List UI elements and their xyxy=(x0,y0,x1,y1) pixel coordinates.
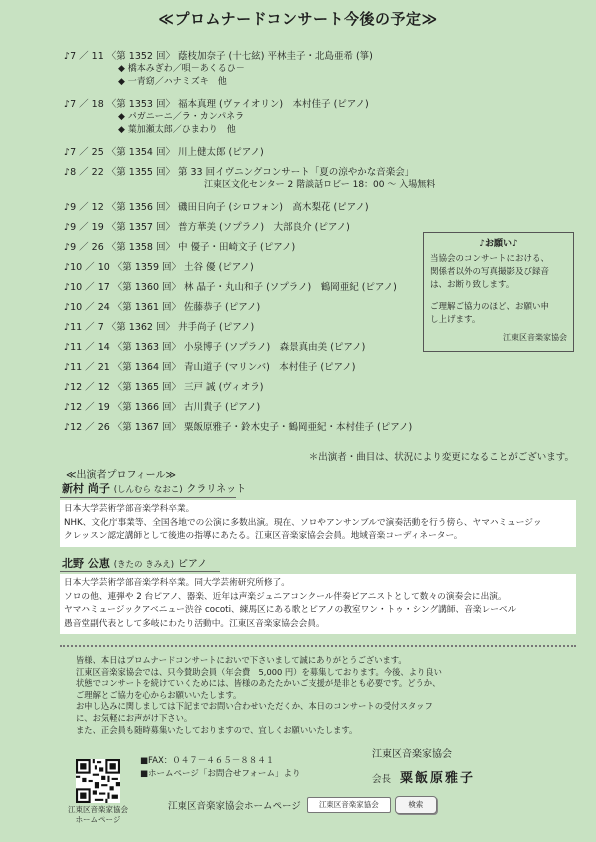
homepage-search xyxy=(168,796,437,814)
change-footnote: ＊出演者・曲目は、状況により変更になることがございます。 xyxy=(308,452,574,463)
schedule-entry: ♪12 ／ 26 〈第 1367 回〉 粟飯原雅子・鈴木史子・鶴岡亜紀・本村佳子 (ピアノ) xyxy=(64,422,413,433)
performer-bio-1 xyxy=(60,500,576,547)
schedule-entry: ♪7 ／ 18 〈第 1353 回〉 福本真理 (ヴァイオリン) 本村佳子 (ピアノ) xyxy=(64,99,369,110)
bio-line: 愚音堂副代表として多岐にわたり活動中。江東区音楽家協会会員。 xyxy=(64,618,325,629)
performer-instrument: ピアノ xyxy=(177,559,208,570)
bio-line: ヤマハミュージックアベニュー渋谷 cocoti、練馬区にある歌とピアノの教室ワン・トゥ・シング講師、音楽レーベル xyxy=(64,605,517,615)
performer-name: 北野 公恵 xyxy=(62,557,110,570)
schedule-row xyxy=(64,361,584,374)
bio-line: ソロの他、連弾や 2 台ピアノ、器楽、近年は声楽ジュニアコンクール伴奏ピアニストとして数々の演奏会に出演。 xyxy=(64,591,507,602)
president-signature xyxy=(372,767,475,786)
schedule-entry: ♪7 ／ 11 〈第 1352 回〉 蔭枝加奈子 (十七絃) 平林圭子・北島亜希 (箏) xyxy=(64,51,373,62)
contact-info xyxy=(140,755,300,781)
schedule-detail: ◆ 葉加瀬太郎／ひまわり 他 xyxy=(118,125,236,135)
page-title: ≪プロムナードコンサート今後の予定≫ xyxy=(158,10,438,28)
fax-number: ■FAX：０４７－４６５－８８４１ xyxy=(140,756,275,766)
search-input[interactable]: 江東区音楽家協会 xyxy=(307,797,391,813)
schedule-entry: ♪10 ／ 24 〈第 1361 回〉 佐藤恭子 (ピアノ) xyxy=(64,302,261,313)
homepage-label: 江東区音楽家協会ホームページ xyxy=(168,801,301,812)
schedule-entry: ♪11 ／ 7 〈第 1362 回〉 井手尚子 (ピアノ) xyxy=(64,322,255,333)
divider xyxy=(60,571,220,572)
schedule-entry: ♪10 ／ 10 〈第 1359 回〉 土谷 優 (ピアノ) xyxy=(64,262,254,273)
schedule-entry: ♪10 ／ 17 〈第 1360 回〉 林 晶子・丸山和子 (ソプラノ) 鶴岡亜紀 (ピアノ) xyxy=(64,282,397,293)
greeting-line: に、お気軽にお声がけ下さい。 xyxy=(76,712,193,723)
schedule-detail: ◆ パガニーニ／ラ・カンパネラ xyxy=(118,112,245,122)
notice-line: ご理解ご協力のほど、お願い申 xyxy=(430,302,550,312)
qr-label-line: 江東区音楽家協会 xyxy=(68,805,128,814)
notice-line: し上げます。 xyxy=(430,315,481,325)
organization-name: 江東区音楽家協会 xyxy=(372,749,452,760)
greeting-line: 状態でコンサートを続けていくためには、皆様のあたたかいご支援が是非とも必要です。どうか、 xyxy=(76,678,441,689)
president-name: 粟飯原雅子 xyxy=(400,771,476,786)
performer-name: 新村 尚子 xyxy=(62,482,110,495)
schedule-row xyxy=(64,166,584,192)
schedule-row xyxy=(64,201,584,214)
schedule-entry: ♪11 ／ 21 〈第 1364 回〉 青山道子 (マリンバ) 本村佳子 (ピアノ) xyxy=(64,362,356,373)
performer-name-1 xyxy=(62,480,246,496)
performer-kana: (きたの きみえ) xyxy=(113,560,175,570)
notice-line: は、お断り致します。 xyxy=(430,280,515,290)
schedule-entry: ♪9 ／ 12 〈第 1356 回〉 磯田日向子 (シロフォン) 高木梨花 (ピアノ) xyxy=(64,202,369,213)
schedule-entry: ♪7 ／ 25 〈第 1354 回〉 川上健太郎 (ピアノ) xyxy=(64,147,264,158)
performer-kana: (しんむら なおこ) xyxy=(113,485,183,495)
greeting-line: また、正会員も随時募集いたしておりますので、宜しくお願いいたします。 xyxy=(76,724,358,735)
performer-instrument: クラリネット xyxy=(186,484,247,495)
bio-line: NHK、文化庁事業等、全国各地での公演に多数出演。現在、ソロやアンサンブルで演奏活動を行う傍ら、ヤマハミュージッ xyxy=(64,517,542,528)
notice-line: 当協会のコンサートにおける、 xyxy=(430,254,550,264)
schedule-row xyxy=(64,146,584,159)
notice-signature: 江東区音楽家協会 xyxy=(503,333,567,342)
qr-code-icon[interactable] xyxy=(76,759,120,803)
greeting-line: 皆様、本日はプロムナードコンサートにおいで下さいまして誠にありがとうございます。 xyxy=(76,655,407,665)
notice-box xyxy=(423,232,574,352)
greeting-message xyxy=(76,655,546,736)
greeting-line: お申し込みに関しましては下記までお問い合わせいただくか、本日のコンサートの受付スタッフ xyxy=(76,701,433,712)
qr-label xyxy=(66,805,130,825)
notice-title: ♪お願い♪ xyxy=(479,239,518,249)
schedule-entry: ♪12 ／ 19 〈第 1366 回〉 古川貴子 (ピアノ) xyxy=(64,402,261,413)
schedule-detail: 江東区文化センター 2 階談話ロビー 18：00 ～ 入場無料 xyxy=(204,180,436,190)
performer-name-2 xyxy=(62,555,207,571)
bio-line: 日本大学芸術学部音楽学科卒業。同大学芸術研究所修了。 xyxy=(64,578,290,588)
schedule-row xyxy=(64,381,584,394)
schedule-row xyxy=(64,401,584,414)
schedule-entry: ♪8 ／ 22 〈第 1355 回〉 第 33 回イヴニングコンサート「夏の涼やかな音楽会」 xyxy=(64,167,415,178)
schedule-row xyxy=(64,421,584,434)
schedule-entry: ♪11 ／ 14 〈第 1363 回〉 小泉博子 (ソプラノ) 森景真由美 (ピアノ) xyxy=(64,342,366,353)
schedule-row xyxy=(64,98,584,137)
dotted-divider xyxy=(60,645,576,647)
president-label: 会長 xyxy=(372,774,392,785)
divider xyxy=(60,497,236,498)
search-button[interactable]: 検索 xyxy=(395,796,437,814)
greeting-line: ご理解とご協力を心からお願いいたします。 xyxy=(76,689,242,700)
schedule-entry: ♪12 ／ 12 〈第 1365 回〉 三戸 誠 (ヴィオラ) xyxy=(64,382,264,393)
schedule-entry: ♪9 ／ 26 〈第 1358 回〉 中 優子・田崎文子 (ピアノ) xyxy=(64,242,296,253)
greeting-line: 江東区音楽家協会では、只今賛助会員（年会費 5,000 円）を募集しております。今後、より良い xyxy=(76,666,442,677)
bio-line: クレッスン認定講師として後進の指導にあたる。江東区音楽家協会会員。地域音楽コーディネーター。 xyxy=(64,531,463,541)
schedule-detail: ◆ 一青窈／ハナミズキ 他 xyxy=(118,77,227,87)
profile-heading: ≪出演者プロフィール≫ xyxy=(66,470,176,481)
schedule-row xyxy=(64,50,584,89)
bio-line: 日本大学芸術学部音楽学科卒業。 xyxy=(64,504,195,514)
performer-bio-2 xyxy=(60,574,576,634)
schedule-entry: ♪9 ／ 19 〈第 1357 回〉 普方華美 (ソプラノ) 大部良介 (ピアノ) xyxy=(64,222,350,233)
qr-label-line: ホームページ xyxy=(75,815,121,824)
homepage-contact: ■ホームページ「お問合せフォーム」より xyxy=(140,769,301,779)
notice-line: 関係者以外の写真撮影及び録音 xyxy=(430,267,550,277)
schedule-detail: ◆ 橋本みぎわ／唄－あくるひ－ xyxy=(118,64,245,74)
